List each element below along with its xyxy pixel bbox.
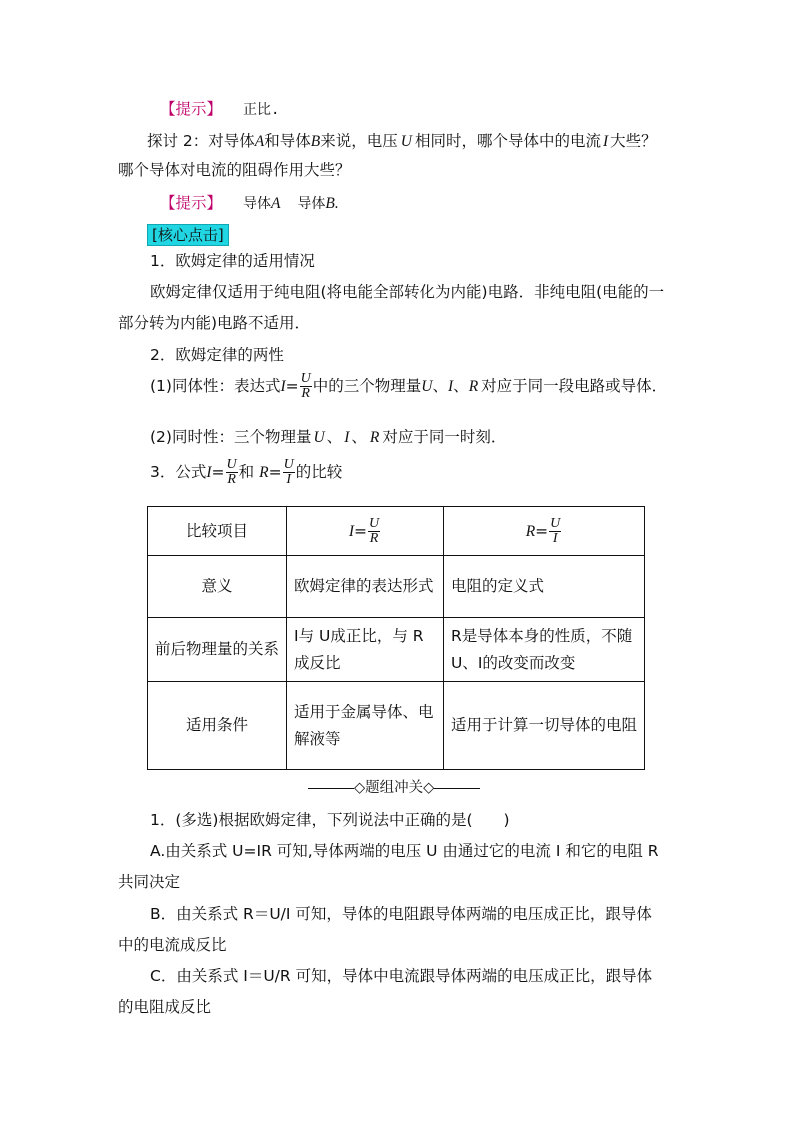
- hint-label: 【提示】: [160, 194, 223, 212]
- table-row: [148, 618, 645, 682]
- table-cell: R是导体本身的性质，不随U、I的改变而改变: [444, 618, 645, 682]
- fraction-u-over-i: $\frac{U}{I}$: [283, 457, 294, 487]
- question-1-stem: 1．(多选)根据欧姆定律，下列说法中正确的是( ): [150, 811, 510, 829]
- point-2-item-2: (2)同时性：三个物理量 U 、 I 、 R 对应于同一时刻．: [150, 428, 507, 446]
- point-1-line-1: 欧姆定律仅适用于纯电阻(将电能全部转化为内能)电路．非纯电阻(电能的一: [150, 283, 665, 301]
- hint-label: 【提示】: [160, 100, 223, 118]
- fraction-u-over-r: $\frac{U}{R}$: [226, 457, 237, 487]
- key-points-badge: [核心点击]: [147, 224, 229, 245]
- explore-2-line-2: 哪个导体对电流的阻碍作用大些？: [118, 161, 351, 179]
- table-row: [148, 682, 645, 770]
- table-header-cell: 比较项目: [148, 507, 287, 556]
- section-divider: ◇题组冲关◇: [308, 776, 480, 797]
- table-header-cell: I= $\frac{U}{R}$: [287, 507, 444, 556]
- table-row: [148, 556, 645, 618]
- table-cell: 意义: [148, 556, 287, 618]
- point-2-item-1: (1)同体性：表达式I= $\frac{U}{R}$ 中的三个物理量U、I、R 对应于同一段电路或导体．: [150, 371, 668, 401]
- question-1-option-c-cont: 的电阻成反比: [118, 998, 212, 1016]
- table-cell: 适用条件: [148, 682, 287, 770]
- table-cell: 适用于金属导体、电解液等: [287, 682, 444, 770]
- point-1-line-2: 部分转为内能)电路不适用．: [118, 314, 311, 332]
- point-3-title: 3．公式I= $\frac{U}{R}$ 和 R= $\frac{U}{I}$ 的比较: [150, 457, 343, 487]
- hint-1: [160, 97, 279, 119]
- explore-2-line-1: 探讨 2：对导体A和导体B来说，电压 U 相同时，哪个导体中的电流 I 大些？: [147, 132, 657, 150]
- table-cell: 前后物理量的关系: [148, 618, 287, 682]
- point-1-title: 1．欧姆定律的适用情况: [150, 252, 315, 270]
- question-1-option-a: A.由关系式 U=IR 可知,导体两端的电压 U 由通过它的电流 I 和它的电阻 R: [150, 842, 659, 860]
- table-cell: I与 U成正比，与 R成反比: [287, 618, 444, 682]
- fraction-u-over-r: $\frac{U}{R}$: [300, 371, 311, 401]
- question-1-option-c: C．由关系式 I＝U/R 可知，导体中电流跟导体两端的电压成正比，跟导体: [150, 967, 653, 985]
- question-1-option-a-cont: 共同决定: [118, 873, 181, 891]
- table-header-cell: R= $\frac{U}{I}$: [444, 507, 645, 556]
- hint-2: 【提示】 导体A 导体B.: [160, 194, 339, 212]
- hint-text: 正比.: [242, 102, 280, 118]
- table-cell: 适用于计算一切导体的电阻: [444, 682, 645, 770]
- question-1-option-b: B．由关系式 R＝U/I 可知，导体的电阻跟导体两端的电压成正比，跟导体: [150, 905, 652, 923]
- question-1-option-b-cont: 中的电流成反比: [118, 936, 227, 954]
- table-cell: 电阻的定义式: [444, 556, 645, 618]
- comparison-table: [147, 506, 645, 770]
- table-header-row: [148, 507, 645, 556]
- point-2-title: 2．欧姆定律的两性: [150, 346, 284, 364]
- table-cell: 欧姆定律的表达形式: [287, 556, 444, 618]
